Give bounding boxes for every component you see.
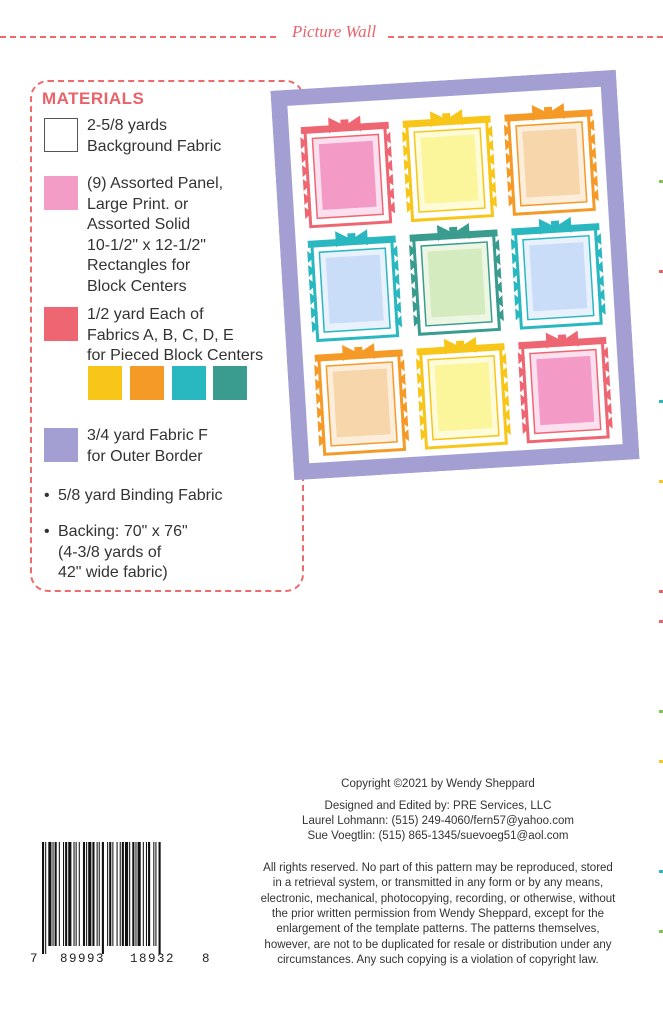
block-bow-knot [544, 107, 553, 117]
fabric-c-swatch [172, 366, 206, 400]
barcode-bar [92, 842, 94, 946]
block-center [333, 368, 391, 437]
copyright-line: Copyright ©2021 by Wendy Sheppard [341, 778, 535, 790]
edge-mark [659, 590, 663, 593]
barcode-bar [109, 842, 111, 946]
barcode-bar [132, 842, 134, 946]
block-bow-knot [347, 233, 356, 243]
block-bow-knot [456, 341, 465, 351]
block-center [326, 255, 384, 324]
barcode-bar [83, 842, 85, 946]
fabric-d-swatch [213, 366, 247, 400]
block-bow-knot [442, 113, 451, 123]
designed-by-line: Designed and Edited by: PRE Services, LLC [324, 800, 552, 812]
block-center [428, 248, 486, 317]
header-dash-right [388, 36, 663, 38]
edge-mark [659, 480, 663, 483]
barcode-bar [153, 842, 154, 946]
barcode-bar [99, 842, 100, 946]
barcode-digit-check: 8 [202, 952, 210, 966]
block-center [522, 128, 580, 197]
rights-line: All rights reserved. No part of this pattern may be reproduced, stored [263, 862, 613, 874]
barcode-bar [107, 842, 108, 946]
barcode-bar [143, 842, 144, 946]
material-item-border: 3/4 yard Fabric F for Outer Border [87, 427, 208, 465]
barcode-bar [148, 842, 150, 946]
barcode-digits-left: 89993 [60, 952, 106, 966]
edge-mark [659, 710, 663, 713]
barcode-bar [138, 842, 141, 946]
block-center [529, 242, 587, 311]
edge-mark [659, 930, 663, 933]
material-item-background: 2-5/8 yards Background Fabric [87, 117, 222, 155]
barcode-bar [68, 842, 71, 946]
contact-sue: Sue Voegtlin: (515) 865-1345/suevoeg51@aol.com [307, 830, 569, 842]
barcode-bar [86, 842, 87, 946]
bullet-dot: • [44, 523, 50, 540]
barcode-bar [59, 842, 60, 946]
block-bow-knot [340, 119, 349, 129]
contact-laurel: Laurel Lohmann: (515) 249-4060/fern57@yahoo.com [302, 815, 574, 827]
block-bow-knot [449, 227, 458, 237]
rights-line: enlargement of the template patterns. The patterns themselves, [276, 923, 600, 936]
barcode-bar [48, 842, 51, 946]
fabric-a-swatch [88, 366, 122, 400]
block-center [434, 362, 492, 431]
barcode-bar [45, 842, 46, 954]
fabric-b-swatch [130, 366, 164, 400]
barcode-bar [97, 842, 98, 946]
barcode-digits-right: 18932 [130, 952, 176, 966]
barcode-bar [55, 842, 57, 946]
header-dash-left [0, 36, 276, 38]
materials-heading: MATERIALS [42, 89, 145, 108]
rights-line: in a retrieval system, or transmitted in any form or by any means, [272, 877, 604, 890]
pieced-fabric-swatch [44, 307, 78, 341]
edge-mark [659, 400, 663, 403]
block-center [536, 356, 594, 425]
page-title: Picture Wall [291, 22, 377, 41]
barcode-bar [135, 842, 136, 946]
panel-fabric-swatch [44, 176, 78, 210]
barcode-bar [125, 842, 128, 946]
barcode-bar [102, 842, 104, 954]
edge-mark [659, 870, 663, 873]
page-edge-marks [657, 150, 663, 950]
rights-line: electronic, mechanical, photocopying, recording, or otherwise, without [260, 892, 616, 905]
barcode-bar [159, 842, 161, 954]
rights-line: circumstances. Any such copying is a violation of copyright law. [277, 953, 599, 966]
material-item-binding: 5/8 yard Binding Fabric [58, 487, 223, 504]
barcode-bar [88, 842, 91, 946]
rights-line: the prior written permission from Wendy Sheppard, except for the [271, 907, 605, 920]
block-center [319, 141, 377, 210]
edge-mark [659, 620, 663, 623]
barcode-bar [53, 842, 54, 946]
barcode-bar [120, 842, 121, 946]
edge-mark [659, 180, 663, 183]
barcode-bar [112, 842, 113, 946]
barcode-bar [74, 842, 75, 946]
block-bow-knot [551, 221, 560, 231]
block-bow-knot [558, 334, 567, 344]
edge-mark [659, 760, 663, 763]
barcode [40, 842, 210, 954]
quilt-illustration [270, 70, 639, 480]
barcode-bar [76, 842, 77, 946]
border-fabric-swatch [44, 428, 78, 462]
bullet-dot: • [44, 487, 50, 504]
barcode-bar [63, 842, 64, 946]
block-bow-knot [354, 347, 363, 357]
material-item-panels: (9) Assorted Panel, Large Print. or Assorted Solid 10-1/2" x 12-1/2" Rectangles for Block Centers [87, 175, 224, 295]
material-item-backing: Backing: 70" x 76" (4-3/8 yards of 42" wide fabric) [58, 523, 188, 581]
rights-line: however, are not to be duplicated for resale or distribution under any [264, 938, 612, 951]
barcode-digit-lead: 7 [30, 952, 38, 966]
block-center [421, 135, 479, 204]
barcode-bar [122, 842, 124, 946]
barcode-bar [65, 842, 67, 946]
barcode-bar [117, 842, 118, 946]
edge-mark [659, 270, 663, 273]
barcode-bar [79, 842, 80, 946]
material-item-pieced: 1/2 yard Each of Fabrics A, B, C, D, E for Pieced Block Centers [87, 306, 264, 364]
barcode-bar [42, 842, 44, 954]
barcode-bar [146, 842, 147, 946]
barcode-bar [155, 842, 156, 946]
background-fabric-swatch [44, 118, 78, 152]
barcode-bar [129, 842, 130, 946]
